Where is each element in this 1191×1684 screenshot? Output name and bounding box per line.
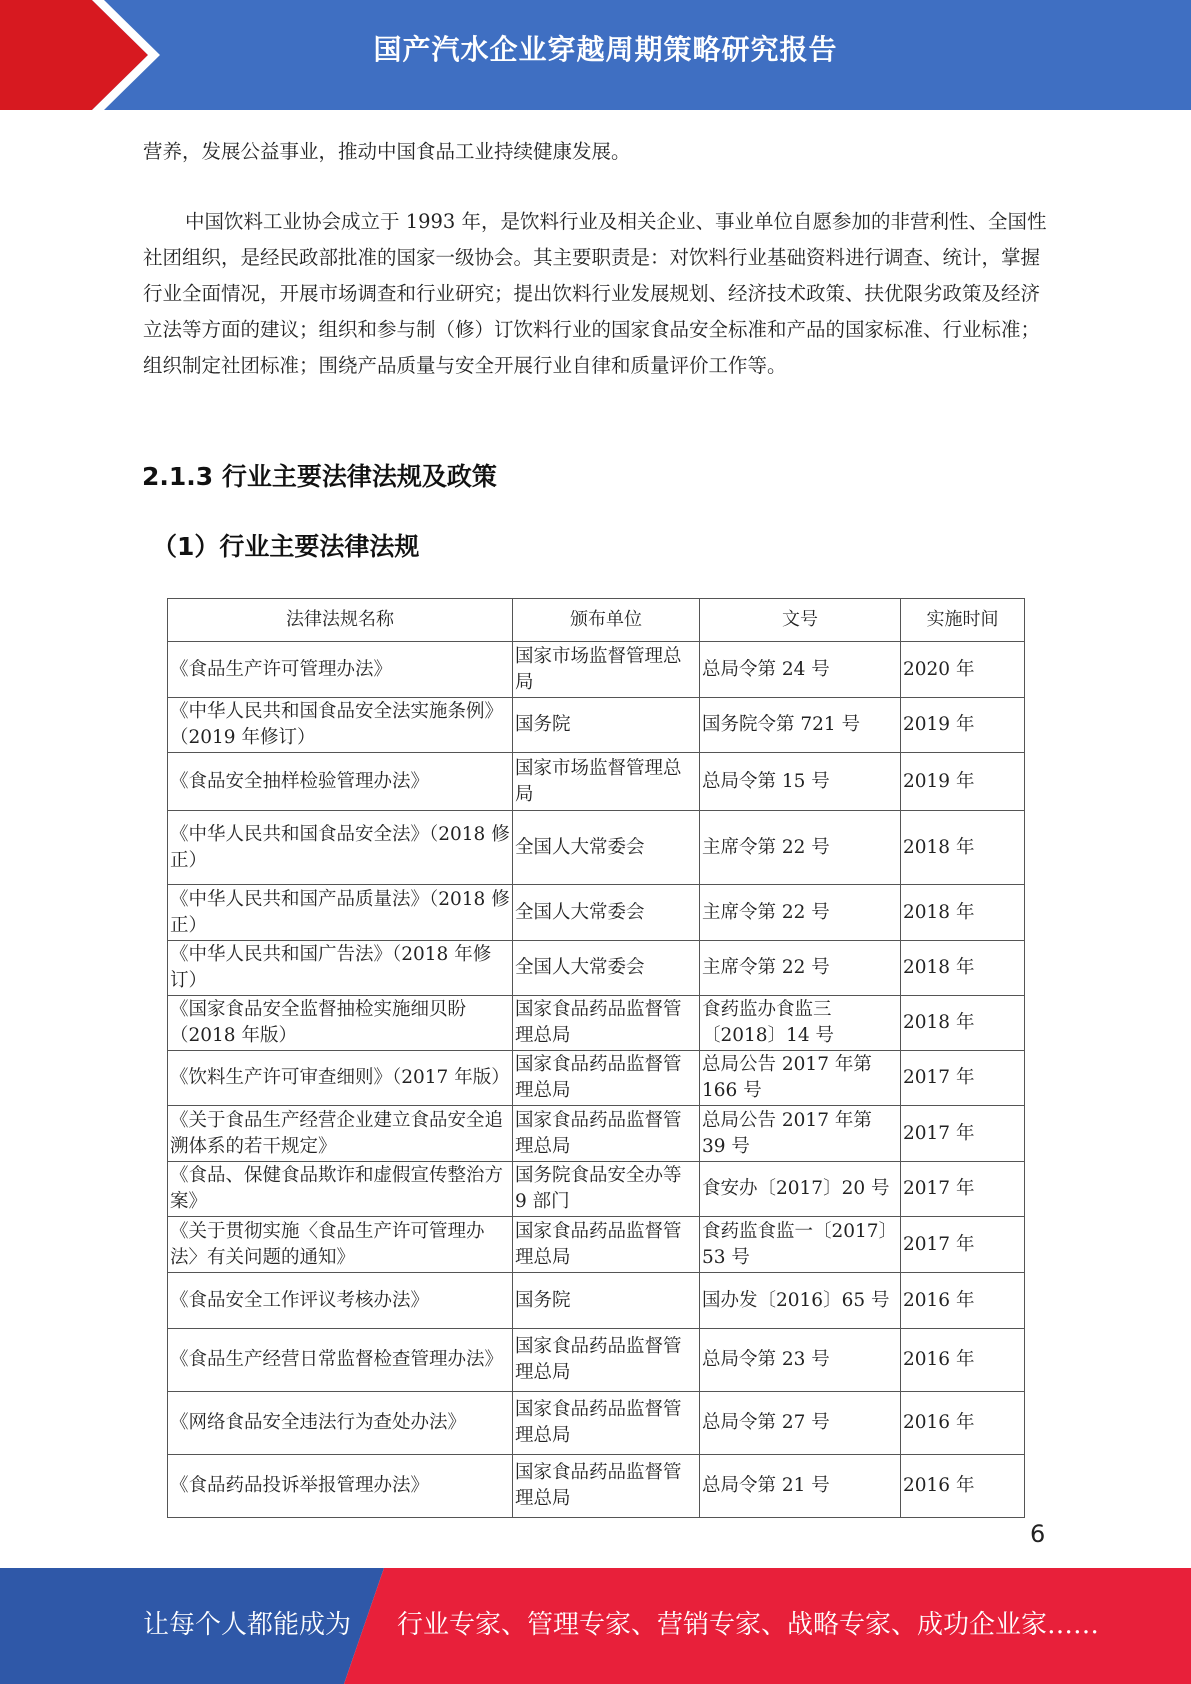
table-row: [168, 1106, 1025, 1162]
issuer-cell: 全国人大常委会: [513, 811, 700, 885]
doc-number-cell: 总局令第 15 号: [700, 753, 901, 811]
column-header-name: 法律法规名称: [168, 599, 513, 642]
table-row: [168, 1273, 1025, 1329]
report-title: 国产汽水企业穿越周期策略研究报告: [373, 33, 838, 66]
issuer-cell: 国家市场监督管理总局: [513, 642, 700, 698]
effective-date-cell: 2018 年: [901, 885, 1025, 941]
law-name-cell: 《网络食品安全违法行为查处办法》: [168, 1392, 513, 1455]
effective-date-cell: 2018 年: [901, 811, 1025, 885]
doc-number-cell: 总局令第 27 号: [700, 1392, 901, 1455]
law-name-cell: 《食品生产经营日常监督检查管理办法》: [168, 1329, 513, 1392]
table-row: [168, 941, 1025, 996]
law-name-cell: 《关于食品生产经营企业建立食品安全追溯体系的若干规定》: [168, 1106, 513, 1162]
issuer-cell: 国务院食品安全办等 9 部门: [513, 1162, 700, 1217]
table-row: [168, 811, 1025, 885]
page-footer: [0, 1568, 1191, 1684]
effective-date-cell: 2020 年: [901, 642, 1025, 698]
effective-date-cell: 2017 年: [901, 1106, 1025, 1162]
column-header-issuer: 颁布单位: [513, 599, 700, 642]
law-name-cell: 《食品药品投诉举报管理办法》: [168, 1455, 513, 1518]
doc-number-cell: 食药监食监一〔2017〕53 号: [700, 1217, 901, 1273]
law-name-cell: 《中华人民共和国广告法》（2018 年修订）: [168, 941, 513, 996]
footer-slogan-right: 行业专家、管理专家、营销专家、战略专家、成功企业家……: [397, 1610, 1100, 1640]
issuer-cell: 国家食品药品监督管理总局: [513, 1217, 700, 1273]
table-row: [168, 1162, 1025, 1217]
section-heading-2-1-3: 2.1.3 行业主要法律法规及政策: [142, 462, 497, 491]
body-paragraph-2: 中国饮料工业协会成立于 1993 年，是饮料行业及相关企业、事业单位自愿参加的非营利性、全国性社团组织，是经民政部批准的国家一级协会。其主要职责是：对饮料行业基础资料进行调查、统计，掌握行业全面情况，开展市场调查和行业研究；提出饮料行业发展规划、经济技术政策、扶优限劣政策及经济立法等方面的建议；组织和参与制（修）订饮料行业的国家食品安全标准和产品的国家标准、行业标准；组织制定社团标准；围绕产品质量与安全开展行业自律和质量评价工作等。: [143, 210, 1047, 377]
doc-number-cell: 主席令第 22 号: [700, 811, 901, 885]
effective-date-cell: 2016 年: [901, 1329, 1025, 1392]
effective-date-cell: 2019 年: [901, 753, 1025, 811]
law-name-cell: 《食品安全抽样检验管理办法》: [168, 753, 513, 811]
table-row: [168, 642, 1025, 698]
column-header-doc-number: 文号: [700, 599, 901, 642]
effective-date-cell: 2018 年: [901, 941, 1025, 996]
law-name-cell: 《国家食品安全监督抽检实施细贝盼（2018 年版）: [168, 996, 513, 1051]
issuer-cell: 全国人大常委会: [513, 885, 700, 941]
issuer-cell: 国家食品药品监督管理总局: [513, 1106, 700, 1162]
doc-number-cell: 总局令第 23 号: [700, 1329, 901, 1392]
subsection-heading-laws: （1）行业主要法律法规: [152, 532, 420, 561]
effective-date-cell: 2016 年: [901, 1455, 1025, 1518]
effective-date-cell: 2017 年: [901, 1162, 1025, 1217]
law-name-cell: 《中华人民共和国食品安全法》（2018 修正）: [168, 811, 513, 885]
law-name-cell: 《关于贯彻实施〈食品生产许可管理办法〉有关问题的通知》: [168, 1217, 513, 1273]
doc-number-cell: 国务院令第 721 号: [700, 698, 901, 753]
body-paragraph-1: 营养，发展公益事业，推动中国食品工业持续健康发展。: [143, 140, 631, 163]
issuer-cell: 国家食品药品监督管理总局: [513, 1455, 700, 1518]
law-name-cell: 《食品、保健食品欺诈和虚假宣传整治方案》: [168, 1162, 513, 1217]
table-row: [168, 1392, 1025, 1455]
laws-table: [167, 598, 1025, 1518]
effective-date-cell: 2017 年: [901, 1217, 1025, 1273]
doc-number-cell: 主席令第 22 号: [700, 885, 901, 941]
effective-date-cell: 2019 年: [901, 698, 1025, 753]
law-name-cell: 《中华人民共和国产品质量法》（2018 修正）: [168, 885, 513, 941]
table-row: [168, 1217, 1025, 1273]
table-row: [168, 698, 1025, 753]
doc-number-cell: 食药监办食监三〔2018〕14 号: [700, 996, 901, 1051]
table-row: [168, 996, 1025, 1051]
doc-number-cell: 国办发〔2016〕65 号: [700, 1273, 901, 1329]
doc-number-cell: 食安办〔2017〕20 号: [700, 1162, 901, 1217]
effective-date-cell: 2018 年: [901, 996, 1025, 1051]
table-header-row: [168, 599, 1025, 642]
issuer-cell: 国务院: [513, 1273, 700, 1329]
issuer-cell: 国家食品药品监督管理总局: [513, 1051, 700, 1106]
column-header-effective-date: 实施时间: [901, 599, 1025, 642]
effective-date-cell: 2016 年: [901, 1273, 1025, 1329]
table-row: [168, 885, 1025, 941]
law-name-cell: 《饮料生产许可审查细则》（2017 年版）: [168, 1051, 513, 1106]
table-row: [168, 1051, 1025, 1106]
table-row: [168, 1329, 1025, 1392]
doc-number-cell: 总局公告 2017 年第 39 号: [700, 1106, 901, 1162]
footer-slogan-left: 让每个人都能成为: [143, 1610, 352, 1640]
issuer-cell: 国家食品药品监督管理总局: [513, 1392, 700, 1455]
law-name-cell: 《中华人民共和国食品安全法实施条例》（2019 年修订）: [168, 698, 513, 753]
issuer-cell: 国家食品药品监督管理总局: [513, 1329, 700, 1392]
page-number: 6: [1030, 1520, 1046, 1548]
doc-number-cell: 总局令第 24 号: [700, 642, 901, 698]
doc-number-cell: 总局公告 2017 年第 166 号: [700, 1051, 901, 1106]
effective-date-cell: 2017 年: [901, 1051, 1025, 1106]
issuer-cell: 国家市场监督管理总局: [513, 753, 700, 811]
law-name-cell: 《食品生产许可管理办法》: [168, 642, 513, 698]
doc-number-cell: 主席令第 22 号: [700, 941, 901, 996]
issuer-cell: 国家食品药品监督管理总局: [513, 996, 700, 1051]
effective-date-cell: 2016 年: [901, 1392, 1025, 1455]
issuer-cell: 全国人大常委会: [513, 941, 700, 996]
law-name-cell: 《食品安全工作评议考核办法》: [168, 1273, 513, 1329]
table-row: [168, 753, 1025, 811]
doc-number-cell: 总局令第 21 号: [700, 1455, 901, 1518]
page-header: [0, 0, 1191, 110]
table-row: [168, 1455, 1025, 1518]
issuer-cell: 国务院: [513, 698, 700, 753]
